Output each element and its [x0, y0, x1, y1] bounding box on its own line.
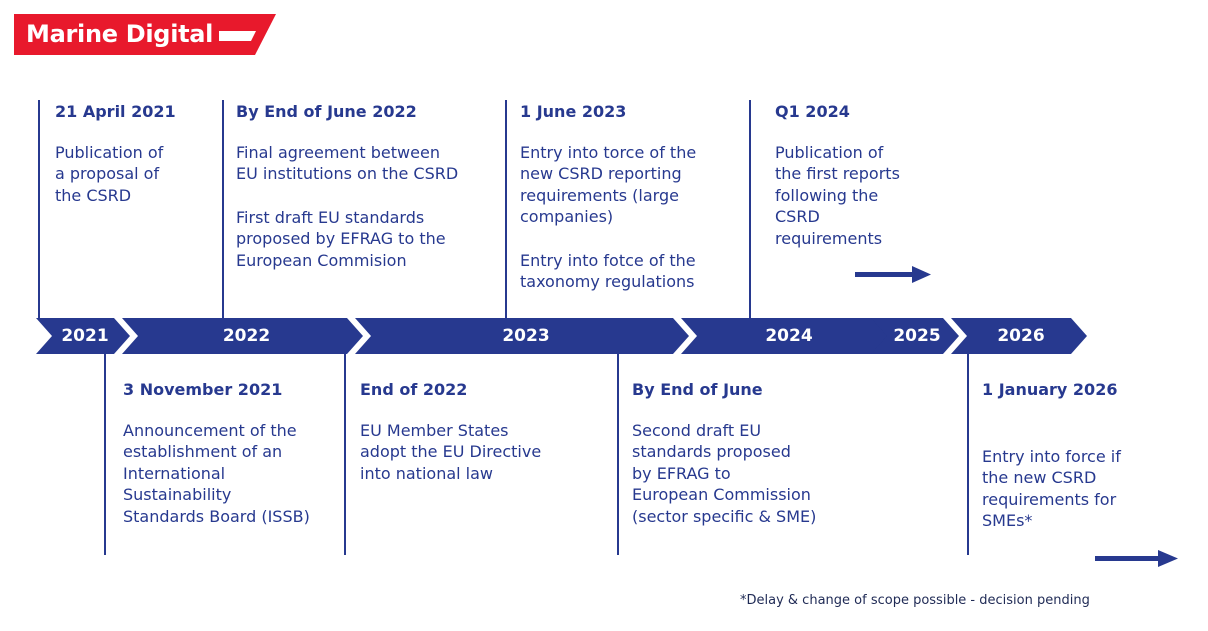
year-label-2025: 2025	[893, 326, 941, 346]
arrow-right-icon	[855, 266, 931, 283]
milestone-card	[236, 101, 458, 271]
milestone-text: Final agreement between EU institutions on the CSRD	[236, 142, 459, 183]
milestone-text: Announcement of the establishment of an International Sustainability Standards Board (ISSB)	[123, 420, 310, 526]
milestone-text: Publication of the first reports following the CSRD requirements	[775, 142, 900, 248]
milestone-text: Entry into torce of the new CSRD reporting requirements (large companies)	[520, 142, 697, 226]
milestone-date: 1 June 2023	[520, 102, 627, 121]
arrow-right-icon	[1095, 550, 1178, 567]
milestone-text: Second draft EU standards proposed by EFRAG to European Commission (sector specific & SME)	[632, 420, 817, 526]
milestone-text: EU Member States adopt the EU Directive into national law	[360, 420, 542, 483]
milestone-card	[520, 101, 696, 293]
milestone-card	[775, 101, 900, 249]
milestone-text: Entry into fotce of the taxonomy regulations	[520, 250, 696, 291]
footnote: *Delay & change of scope possible - decision pending	[740, 593, 1090, 608]
milestone-date: 1 January 2026	[982, 380, 1118, 399]
milestone-card	[360, 379, 541, 484]
milestone-date: 21 April 2021	[55, 102, 176, 121]
milestone-date: By End of June 2022	[236, 102, 417, 121]
milestone-card	[123, 379, 310, 527]
milestone-date: End of 2022	[360, 380, 468, 399]
milestone-text: First draft EU standards proposed by EFRAG to the European Commision	[236, 207, 446, 270]
brand-name: Marine Digital	[26, 20, 214, 48]
milestone-date: By End of June	[632, 380, 763, 399]
milestone-card	[632, 379, 816, 527]
year-label-2026: 2026	[997, 326, 1045, 346]
year-label-2024: 2024	[765, 326, 813, 346]
year-label-2021: 2021	[61, 326, 109, 346]
milestone-card	[982, 379, 1121, 532]
milestone-card	[55, 101, 176, 206]
year-label-2023: 2023	[502, 326, 550, 346]
year-label-2022: 2022	[222, 326, 271, 346]
milestone-text: Publication of a proposal of the CSRD	[55, 142, 164, 205]
milestone-date: Q1 2024	[775, 102, 850, 121]
milestone-date: 3 November 2021	[123, 380, 283, 399]
milestone-text: Entry into force if the new CSRD requirements for SMEs*	[982, 446, 1121, 530]
